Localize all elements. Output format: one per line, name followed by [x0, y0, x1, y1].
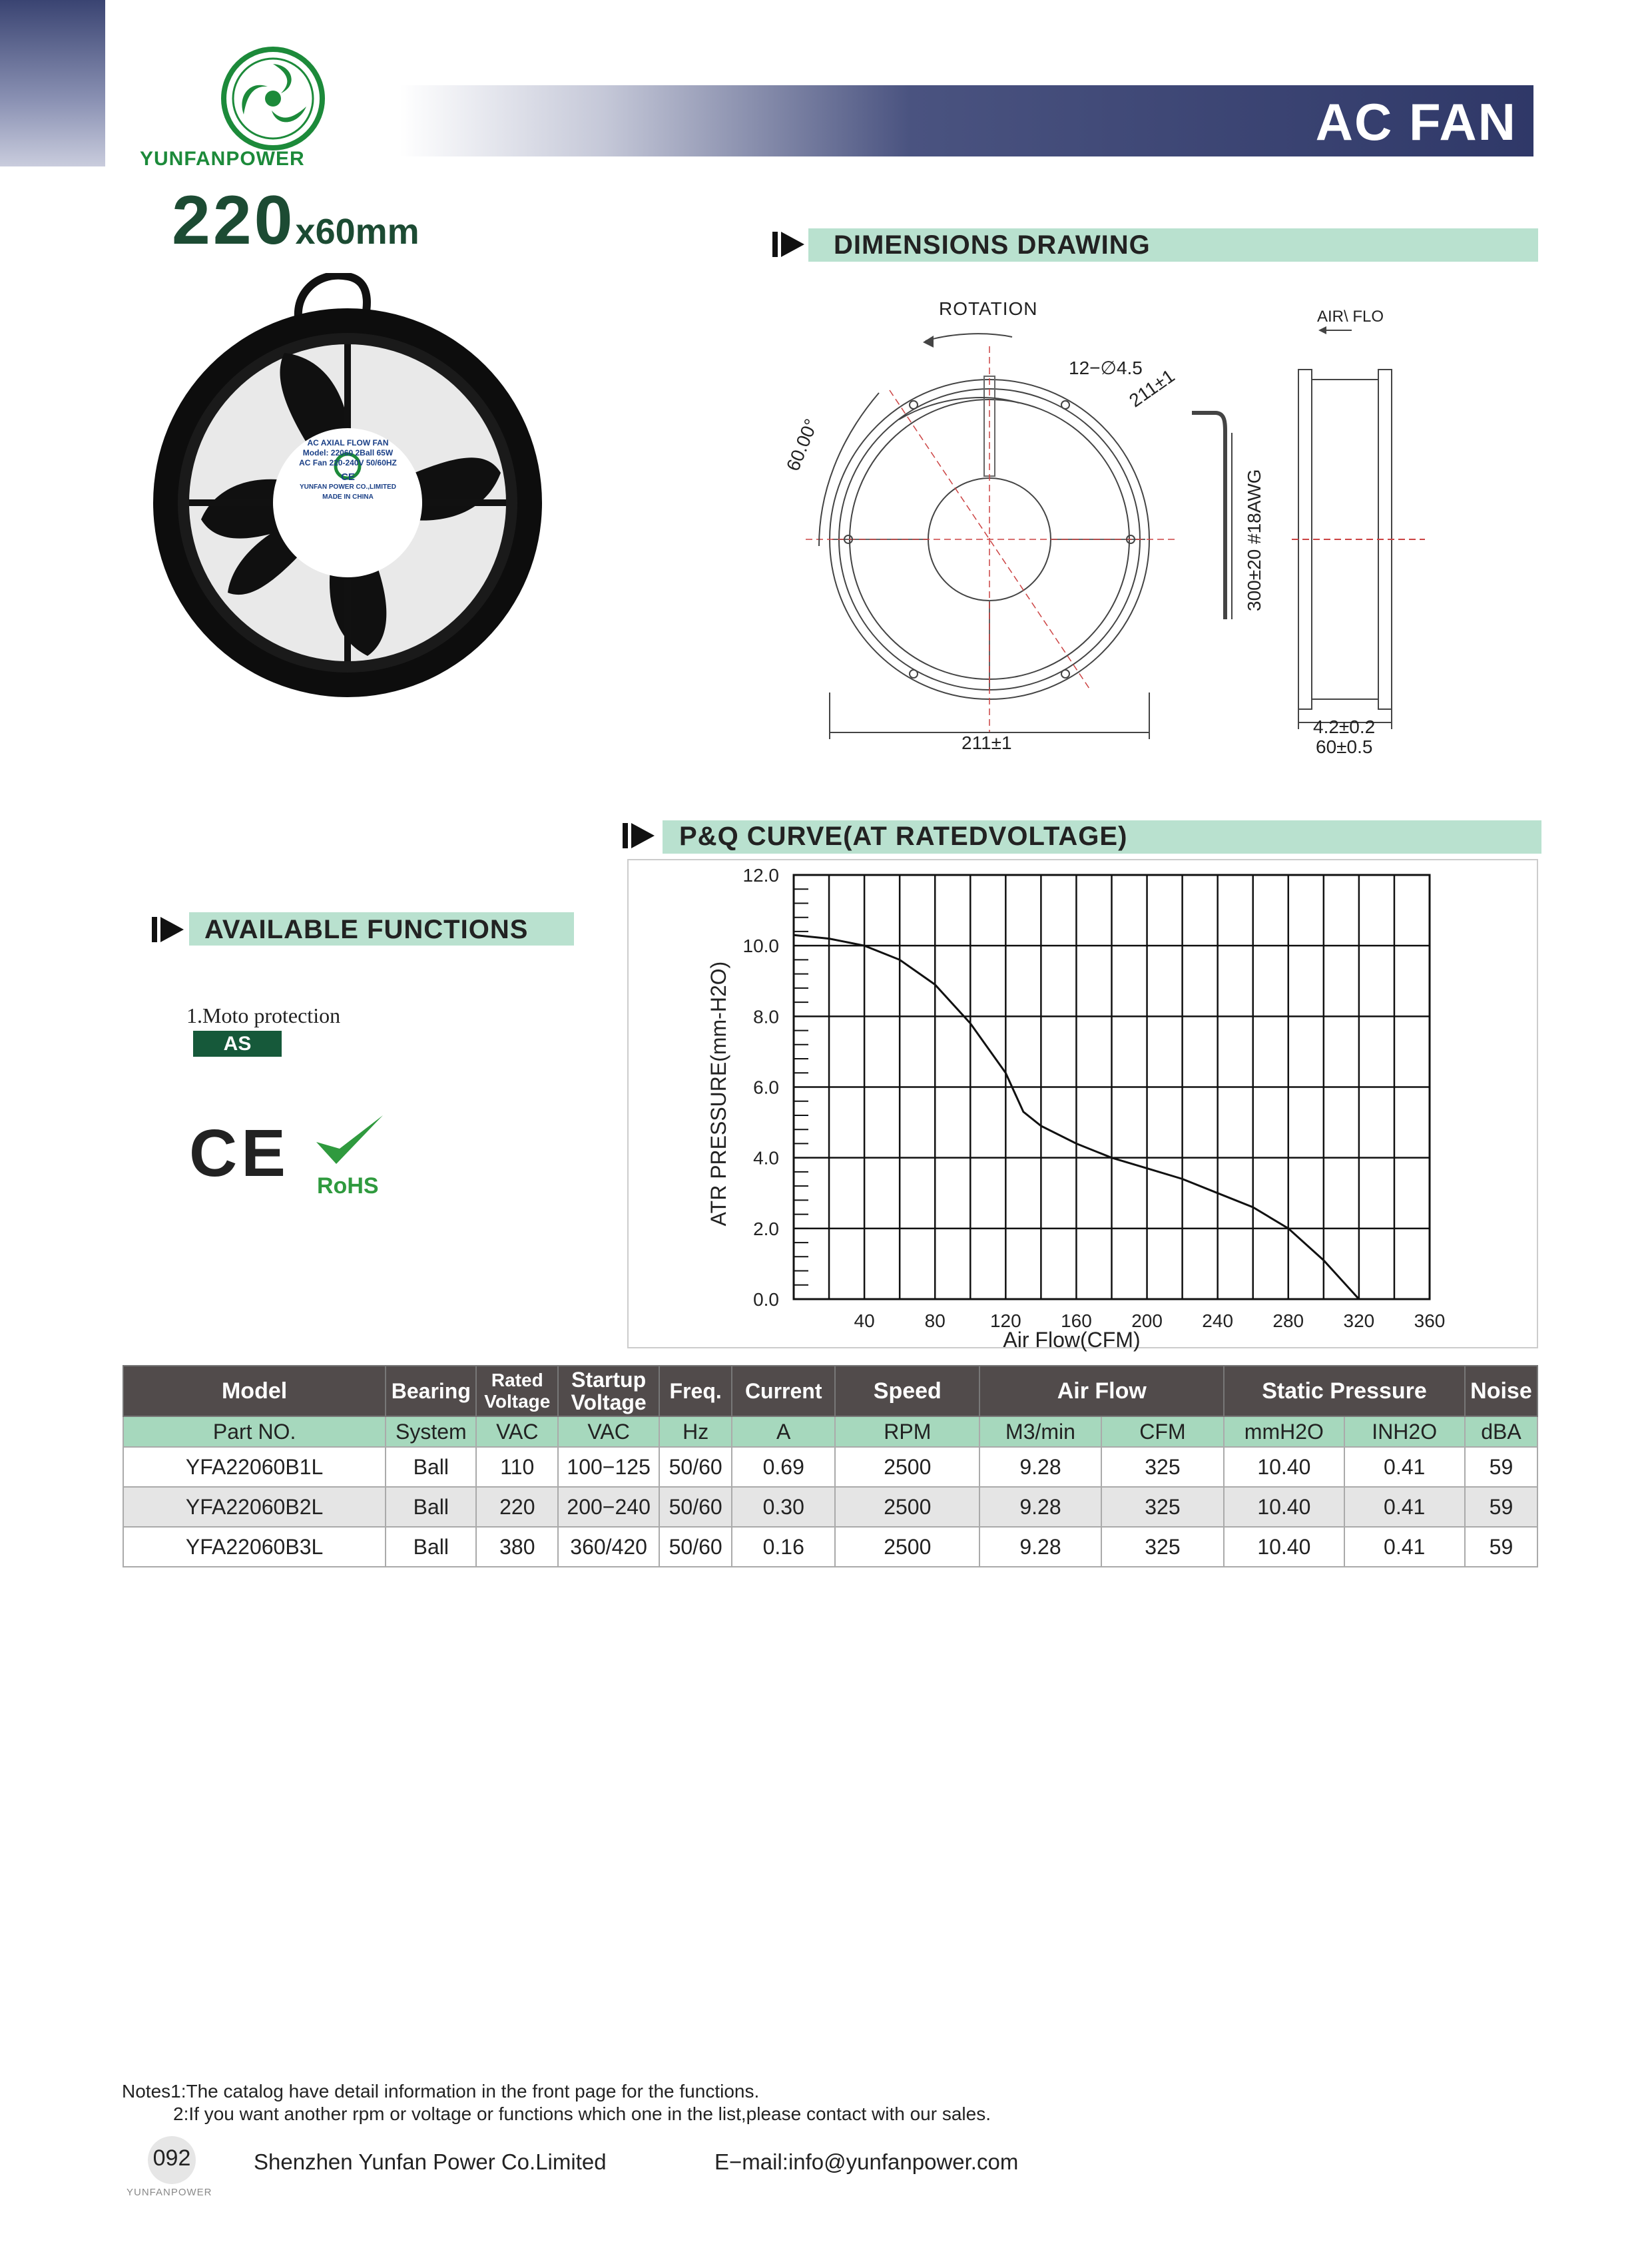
unit-vac-startup: VAC [558, 1416, 659, 1447]
cell-freq: 50/60 [659, 1527, 732, 1567]
cell-noise: 59 [1465, 1527, 1537, 1567]
fan-label-line2: Model: 22060 2Ball 65W [302, 448, 394, 457]
fan-label-line5: MADE IN CHINA [322, 493, 374, 501]
page-number: 092 [152, 2145, 191, 2171]
cell-pressure-mm: 10.40 [1224, 1487, 1344, 1527]
cell-part: YFA22060B2L [123, 1487, 386, 1527]
fan-label-line4: YUNFAN POWER CO.,LIMITED [300, 483, 396, 491]
cell-bearing: Ball [386, 1527, 476, 1567]
cell-freq: 50/60 [659, 1487, 732, 1527]
spec-table [123, 1365, 1538, 1567]
note-2: 2:If you want another rpm or voltage or functions which one in the list,please contact with our sales. [173, 2103, 991, 2124]
x-tick-label: 320 [1343, 1310, 1375, 1331]
x-tick-label: 360 [1414, 1310, 1446, 1331]
holes-label: 12−∅4.5 [1069, 358, 1143, 378]
rotation-label: ROTATION [939, 298, 1038, 319]
brand-name: YUNFANPOWER [140, 148, 305, 170]
th-startup-voltage-l1: Startup [571, 1368, 647, 1392]
y-tick-label: 4.0 [753, 1147, 779, 1169]
cell-startup-voltage: 100−125 [558, 1447, 659, 1487]
section-arrow-icon [623, 822, 656, 850]
function-item-1: 1.Moto protection [186, 1003, 341, 1027]
th-rated-voltage [476, 1366, 558, 1416]
th-model: Model [123, 1366, 386, 1416]
th-bearing: Bearing [386, 1366, 476, 1416]
cell-rated-voltage: 220 [476, 1487, 558, 1527]
cell-freq: 50/60 [659, 1447, 732, 1487]
unit-vac: VAC [476, 1416, 558, 1447]
th-current: Current [732, 1366, 835, 1416]
fan-label-line3: AC Fan 220-240V 50/60HZ [299, 458, 397, 467]
wire-label: 300±20 #18AWG [1244, 469, 1264, 611]
footer-brand: YUNFANPOWER [127, 2187, 212, 2198]
fan-label-ce: CE [341, 471, 355, 483]
cell-bearing: Ball [386, 1447, 476, 1487]
y-tick-label: 0.0 [753, 1289, 779, 1310]
cell-startup-voltage: 200−240 [558, 1487, 659, 1527]
x-tick-label: 120 [989, 1310, 1021, 1331]
cell-airflow-cfm: 325 [1101, 1447, 1225, 1487]
cell-pressure-in: 0.41 [1344, 1447, 1465, 1487]
unit-m3min: M3/min [979, 1416, 1101, 1447]
ce-mark-icon: CE [189, 1116, 290, 1191]
table-row [123, 1447, 1537, 1487]
cell-airflow-m3: 9.28 [979, 1527, 1101, 1567]
th-airflow: Air Flow [979, 1366, 1224, 1416]
cell-noise: 59 [1465, 1487, 1537, 1527]
cell-airflow-cfm: 325 [1101, 1487, 1225, 1527]
x-tick-label: 280 [1272, 1310, 1304, 1331]
cell-rated-voltage: 380 [476, 1527, 558, 1567]
unit-system: System [386, 1416, 476, 1447]
unit-dba: dBA [1465, 1416, 1537, 1447]
table-row [123, 1527, 1537, 1567]
function-badge: AS [193, 1031, 282, 1057]
th-noise: Noise [1465, 1366, 1537, 1416]
width-label: 211±1 [962, 732, 1012, 753]
th-static-pressure: Static Pressure [1224, 1366, 1465, 1416]
cell-pressure-in: 0.41 [1344, 1487, 1465, 1527]
th-freq: Freq. [659, 1366, 732, 1416]
cell-speed: 2500 [835, 1447, 979, 1487]
x-axis-label: Air Flow(CFM) [1003, 1328, 1141, 1352]
y-axis-label: ATR PRESSURE(mm-H2O) [706, 961, 730, 1227]
x-tick-label: 160 [1061, 1310, 1092, 1331]
depth-b-label: 60±0.5 [1316, 736, 1373, 757]
unit-mmh2o: mmH2O [1224, 1416, 1344, 1447]
rohs-check-icon [313, 1112, 386, 1172]
cell-speed: 2500 [835, 1487, 979, 1527]
corner-block [0, 0, 105, 166]
y-tick-label: 2.0 [753, 1218, 779, 1239]
cell-bearing: Ball [386, 1487, 476, 1527]
y-tick-label: 12.0 [742, 865, 779, 886]
cell-current: 0.16 [732, 1527, 835, 1567]
footer-email: E−mail:info@yunfanpower.com [714, 2149, 1019, 2174]
cell-pressure-mm: 10.40 [1224, 1447, 1344, 1487]
th-startup-voltage [558, 1366, 659, 1416]
x-tick-label: 40 [854, 1310, 875, 1331]
th-rated-voltage-l2: Voltage [484, 1391, 551, 1412]
unit-part-no: Part NO. [123, 1416, 386, 1447]
fan-label-text [273, 438, 423, 502]
y-tick-label: 6.0 [753, 1077, 779, 1098]
fan-label-line1: AC AXIAL FLOW FAN [307, 438, 389, 447]
x-tick-label: 200 [1131, 1310, 1163, 1331]
th-speed: Speed [835, 1366, 979, 1416]
x-tick-label: 80 [924, 1310, 946, 1331]
th-rated-voltage-l1: Rated [491, 1370, 543, 1390]
note-1: Notes1:The catalog have detail information in the front page for the functions. [122, 2081, 760, 2102]
cell-current: 0.69 [732, 1447, 835, 1487]
x-tick-label: 240 [1202, 1310, 1234, 1331]
cell-startup-voltage: 360/420 [558, 1527, 659, 1567]
table-header-row [123, 1366, 1537, 1416]
pq-chart [692, 862, 1525, 1355]
pq-title: P&Q CURVE(AT RATEDVOLTAGE) [679, 822, 1128, 851]
diag-label: 211±1 [1125, 365, 1179, 412]
airflow-label: AIR\ FLO [1317, 308, 1384, 326]
cell-airflow-cfm: 325 [1101, 1527, 1225, 1567]
cell-part: YFA22060B1L [123, 1447, 386, 1487]
table-units-row [123, 1416, 1537, 1447]
brand-logo-icon [220, 45, 326, 152]
cell-pressure-in: 0.41 [1344, 1527, 1465, 1567]
unit-a: A [732, 1416, 835, 1447]
depth-a-label: 4.2±0.2 [1313, 716, 1376, 737]
cell-rated-voltage: 110 [476, 1447, 558, 1487]
table-row [123, 1487, 1537, 1527]
page-title: AC FAN [1315, 93, 1517, 151]
notes [122, 2080, 991, 2125]
cell-part: YFA22060B3L [123, 1527, 386, 1567]
unit-rpm: RPM [835, 1416, 979, 1447]
cell-airflow-m3: 9.28 [979, 1487, 1101, 1527]
angle-label: 60.00° [782, 416, 822, 474]
unit-cfm: CFM [1101, 1416, 1225, 1447]
th-startup-voltage-l2: Voltage [571, 1390, 647, 1414]
size-sub: x60mm [295, 212, 419, 252]
cell-current: 0.30 [732, 1487, 835, 1527]
cell-noise: 59 [1465, 1447, 1537, 1487]
product-size [172, 181, 419, 260]
unit-hz: Hz [659, 1416, 732, 1447]
rohs-label: RoHS [317, 1173, 379, 1199]
dimensions-title: DIMENSIONS DRAWING [834, 230, 1151, 260]
y-tick-label: 8.0 [753, 1006, 779, 1027]
cell-pressure-mm: 10.40 [1224, 1527, 1344, 1567]
cell-airflow-m3: 9.28 [979, 1447, 1101, 1487]
unit-inh2o: INH2O [1344, 1416, 1465, 1447]
footer-company: Shenzhen Yunfan Power Co.Limited [254, 2149, 607, 2174]
functions-title: AVAILABLE FUNCTIONS [204, 915, 529, 944]
section-arrow-icon [772, 230, 806, 258]
cell-speed: 2500 [835, 1527, 979, 1567]
section-arrow-icon [152, 916, 185, 944]
size-main: 220 [172, 182, 296, 259]
y-tick-label: 10.0 [742, 936, 779, 957]
